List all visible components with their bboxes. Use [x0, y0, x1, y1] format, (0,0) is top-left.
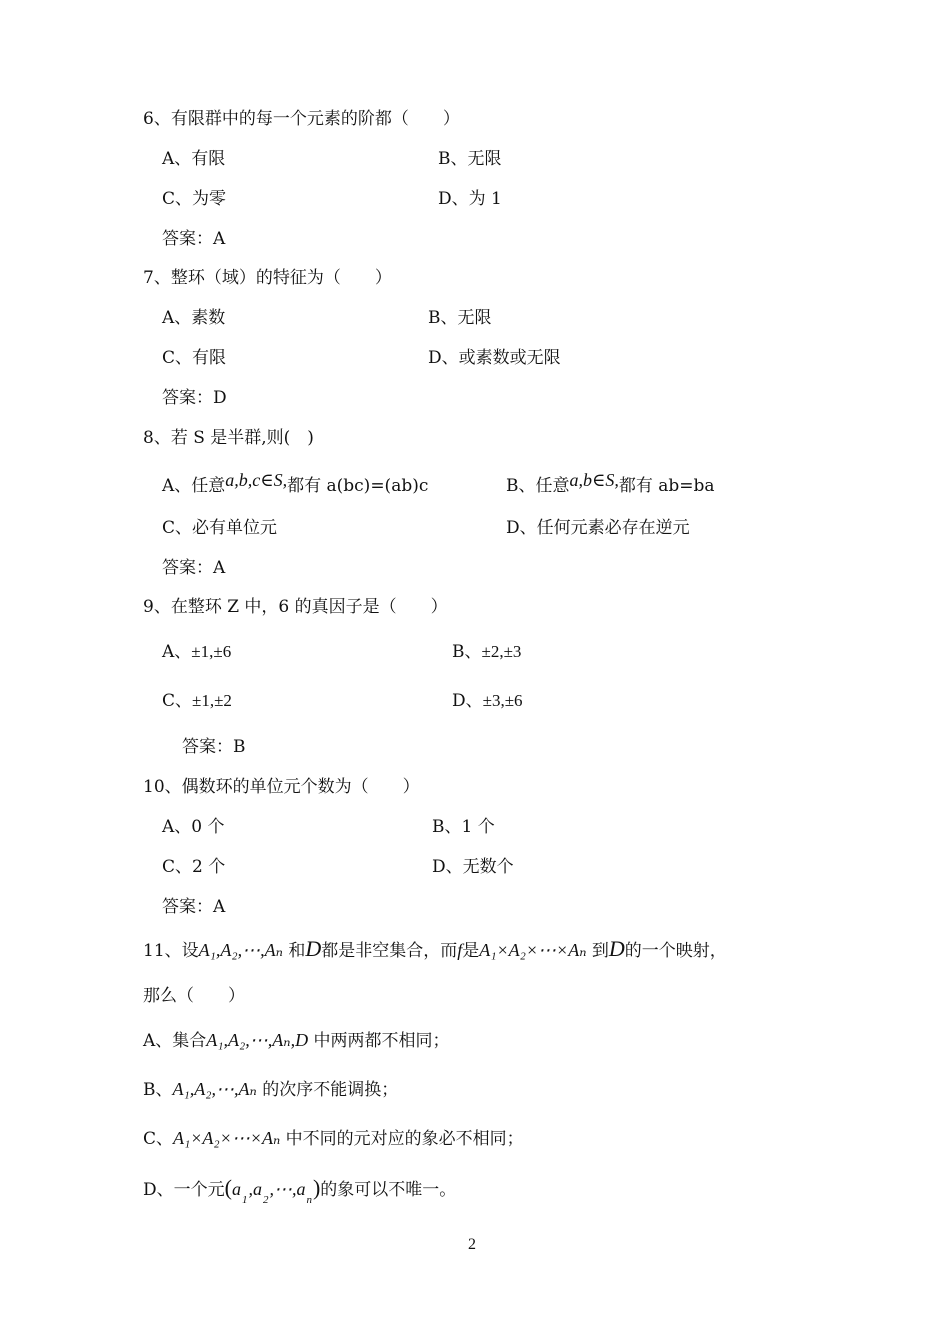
q11-and: 和 [288, 941, 306, 961]
q8-answer: 答案：A [162, 558, 226, 578]
q11-option-c-suffix: 中不同的元对应的象必不相同； [285, 1129, 524, 1149]
q9-option-b-label: B、 [452, 642, 482, 662]
q11-mid: 都是非空集合，而 [321, 941, 458, 961]
q7-stem: 7、整环（域）的特征为（ ） [143, 268, 392, 288]
q9-option-b-value: ±2,±3 [481, 642, 522, 661]
q9-stem: 9、在整环 Z 中，6 的真因子是（ ） [143, 597, 448, 617]
q11-stem-start: 11、设 [143, 941, 199, 961]
q11-option-c [143, 1127, 524, 1150]
q10-answer: 答案：A [162, 897, 226, 917]
q11-option-a-suffix: 中两两都不相同； [313, 1031, 450, 1051]
q10-stem: 10、偶数环的单位元个数为（ ） [143, 777, 420, 797]
q11-option-b-sets: A₁,A₂,⋯,Aₙ [172, 1079, 257, 1099]
q6-stem: 6、有限群中的每一个元素的阶都（ ） [143, 109, 460, 129]
q11-sets: A₁,A₂,⋯,Aₙ [198, 940, 283, 960]
q10-option-d: D、无数个 [432, 857, 514, 877]
q10-option-b: B、1 个 [432, 817, 495, 837]
q9-option-a [162, 641, 231, 663]
open-paren: ( [224, 1175, 232, 1200]
q7-option-d: D、或素数或无限 [428, 348, 561, 368]
q7-option-c: C、有限 [162, 348, 227, 368]
q11-option-a-sets: A₁,A₂,⋯,Aₙ [206, 1030, 291, 1050]
q11-option-d-suffix: 的象可以不唯一。 [320, 1180, 457, 1200]
q8-option-b-suffix: 都有 ab=ba [618, 476, 715, 496]
q9-option-d-label: D、 [452, 691, 483, 711]
q6-answer: 答案：A [162, 229, 226, 249]
q11-option-a [143, 1029, 449, 1052]
q11-D: D [305, 936, 322, 961]
q8-option-d: D、任何元素必存在逆元 [506, 518, 690, 538]
q11-product: A₁×A₂×⋯×Aₙ [479, 940, 587, 960]
q9-option-b [452, 641, 521, 663]
q8-stem: 8、若 S 是半群,则( ) [143, 428, 314, 448]
close-paren: ) [312, 1175, 321, 1200]
q9-option-c-value: ±1,±2 [192, 691, 232, 710]
q8-option-a-math: a,b,c∈S, [225, 470, 288, 490]
q11-end: 的一个映射， [624, 941, 727, 961]
q8-option-a [162, 470, 429, 497]
q8-option-b-prefix: B、任意 [506, 476, 570, 496]
q11-to: 到 [591, 941, 609, 961]
q11-option-d-prefix: D、一个元 [143, 1180, 225, 1200]
q11-option-a-prefix: A、集合 [143, 1031, 207, 1051]
q9-option-c-label: C、 [162, 691, 193, 711]
q11-option-d-tuple: $(a_1,a_2,\cdots,a_n)$ [224, 1175, 321, 1206]
q11-D-2: D [608, 936, 625, 961]
q11-f: f [457, 940, 463, 960]
q8-option-a-prefix: A、任意 [162, 476, 226, 496]
q6-option-c: C、为零 [162, 189, 227, 209]
q8-option-c: C、必有单位元 [162, 518, 278, 538]
q9-option-d [452, 690, 523, 712]
q9-answer: 答案：B [182, 737, 246, 757]
q7-option-b: B、无限 [428, 308, 492, 328]
q10-option-a: A、0 个 [162, 817, 225, 837]
q11-option-b-prefix: B、 [143, 1080, 173, 1100]
q11-option-d [143, 1175, 457, 1206]
q8-option-a-suffix: 都有 a(bc)=(ab)c [287, 476, 429, 496]
q8-option-b-math: a,b∈S, [569, 470, 619, 490]
q11-option-a-D-letter: D [295, 1030, 309, 1050]
q11-is: 是 [462, 941, 480, 961]
q11-stem [143, 938, 727, 962]
q10-option-c: C、2 个 [162, 857, 226, 877]
q11-option-c-prefix: C、 [143, 1129, 174, 1149]
q7-option-a: A、素数 [162, 308, 226, 328]
q9-option-d-value: ±3,±6 [482, 691, 523, 710]
q6-option-a: A、有限 [162, 149, 226, 169]
q8-option-b [506, 470, 715, 497]
q9-option-a-value: ±1,±6 [191, 642, 232, 661]
q11-stem-line2: 那么（ ） [143, 986, 245, 1006]
q11-option-b-suffix: 的次序不能调换； [262, 1080, 399, 1100]
q11-option-a-D: ,D [290, 1030, 309, 1050]
q9-option-c [162, 690, 232, 712]
q6-option-b: B、无限 [438, 149, 502, 169]
q6-option-d: D、为 1 [438, 189, 502, 209]
q11-option-b [143, 1078, 398, 1101]
q9-option-a-label: A、 [162, 642, 192, 662]
page-number: 2 [468, 1236, 476, 1253]
q7-answer: 答案：D [162, 388, 227, 408]
q11-option-c-product: A₁×A₂×⋯×Aₙ [173, 1128, 281, 1148]
